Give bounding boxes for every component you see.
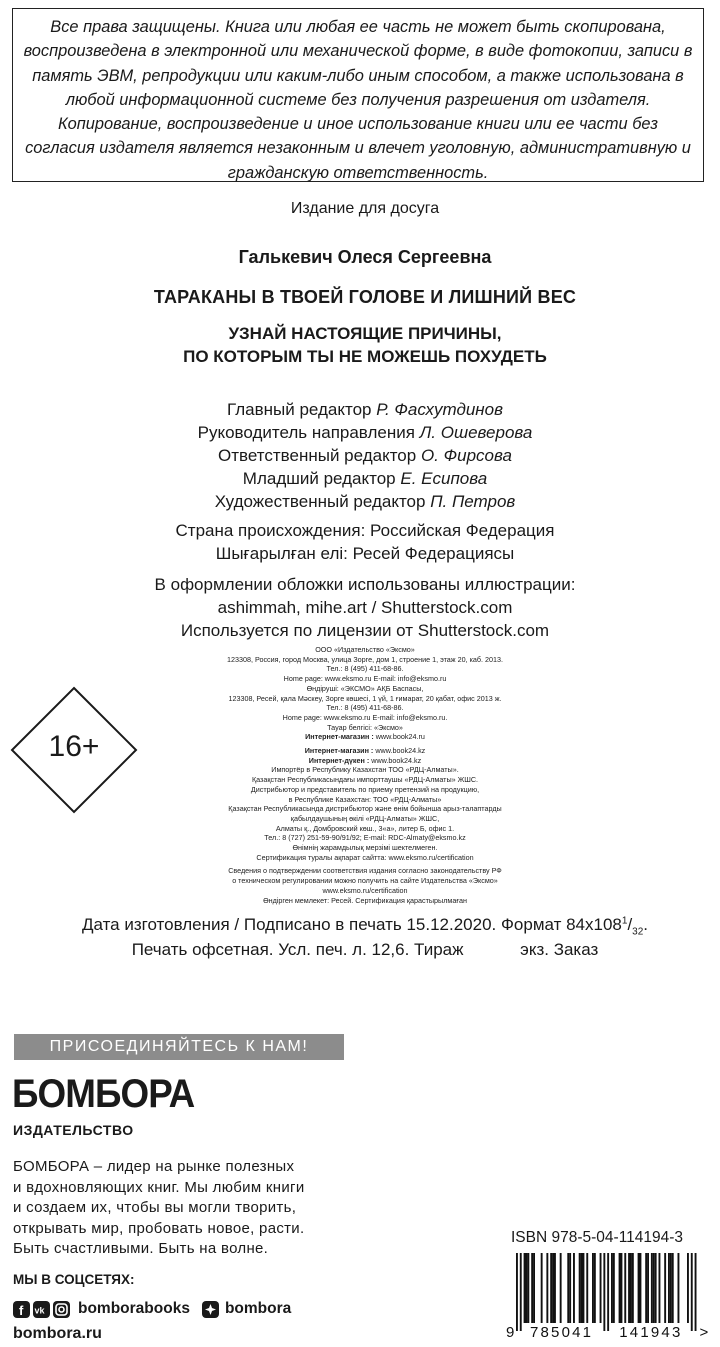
credit-role: Ответственный редактор — [218, 446, 417, 465]
barcode-bar — [531, 1253, 533, 1323]
publisher-line: Home page: www.eksmo.ru E-mail: info@eksmo.ru. — [282, 712, 448, 722]
credit-role: Художественный редактор — [214, 492, 426, 511]
credit-name: Е. Есипова — [400, 469, 488, 488]
shop-url: www.book24.kz — [375, 746, 426, 756]
barcode-bar — [645, 1253, 647, 1323]
barcode-bar — [624, 1253, 626, 1323]
certification-line: Сведения о подтверждении соответствия издания согласно законодательству РФ — [228, 866, 502, 876]
barcode-bar — [678, 1253, 680, 1323]
social-links — [13, 1298, 291, 1320]
barcode-bar — [573, 1253, 575, 1323]
barcode-digits-left: 785041 — [529, 1324, 594, 1339]
print-info-line-1: Дата изготовления / Подписано в печать 15.12.2020. Формат $84x108^1/_{32}$. — [81, 915, 649, 938]
distributor-line: Дистрибьютор и представитель по приему претензий на продукцию, — [250, 784, 480, 794]
credit-line — [0, 490, 720, 513]
barcode-bar — [670, 1253, 672, 1323]
country-of-origin — [0, 519, 720, 565]
print-info-line-2: Печать офсетная. Усл. печ. л. 12,6. Тираж экз. Заказ — [131, 940, 599, 959]
website-link[interactable]: bombora.ru — [13, 1325, 102, 1342]
barcode-bar — [619, 1253, 621, 1323]
svg-text:vk: vk — [34, 1305, 45, 1315]
credit-line — [0, 467, 720, 490]
distributor-line: Қазақстан Республикасында дистрибьютор және өнім бойынша арыз-талаптарды — [228, 804, 502, 814]
age-rating-label: 16+ — [48, 730, 100, 763]
publisher-line: 123308, Россия, город Москва, улица Зорге, дом 1, строение 1, этаж 20, каб. 2013. — [227, 654, 503, 664]
illustration-credits — [0, 573, 720, 642]
barcode-bar — [664, 1253, 666, 1323]
distributor-line: қабылдаушының өкілі «РДЦ-Алматы» ЖШС, — [290, 813, 440, 823]
barcode-bar — [526, 1253, 528, 1323]
barcode-digits-right: 141943 — [619, 1324, 683, 1339]
join-us-banner: ПРИСОЕДИНЯЙТЕСЬ К НАМ! — [14, 1034, 344, 1060]
barcode-bar — [533, 1253, 535, 1323]
publisher-line: Тел.: 8 (495) 411-68-86. — [326, 703, 404, 713]
credit-name: Л. Ошеверова — [419, 423, 533, 442]
copyright-notice: Все права защищены. Книга или любая ее часть не может быть скопирована, воспроизведена в электронной или механической форме, в виде фотокопии, записи в память ЭВМ, репродукции или каким-либо иным способом, а также использована в любой информационной системе без получения разрешения от издателя. Копирование, воспроизведение и иное использование книги или ее части без согласия издателя является незаконным и влечет уголовную, административную и гражданскую ответственность. — [12, 8, 704, 182]
description-line: открывать мир, пробовать новое, расти. — [13, 1219, 305, 1237]
certification-line: www.eksmo.ru/certification — [322, 885, 408, 895]
credit-role: Главный редактор — [226, 400, 372, 419]
subtitle-line-2: ПО КОТОРЫМ ТЫ НЕ МОЖЕШЬ ПОХУДЕТЬ — [183, 347, 547, 366]
facebook-icon[interactable] — [13, 1301, 30, 1318]
distributor-line: Импортёр в Республику Казахстан ТОО «РДЦ-Алматы». — [271, 765, 459, 775]
book-title: ТАРАКАНЫ В ТВОЕЙ ГОЛОВЕ И ЛИШНИЙ ВЕС — [153, 287, 577, 307]
isbn-barcode — [502, 1253, 712, 1339]
certification-line: о техническом регулировании можно получить на сайте Издательства «Эксмо» — [232, 876, 498, 886]
barcode-bar — [552, 1253, 554, 1323]
shop-label: Интернет-дүкен : — [308, 755, 370, 765]
social-heading: МЫ В СОЦСЕТЯХ: — [13, 1272, 135, 1287]
barcode-bar — [594, 1253, 596, 1323]
description-line: БОМБОРА – лидер на рынке полезных — [13, 1158, 295, 1175]
isbn-number: ISBN 978-5-04-114194-3 — [511, 1229, 684, 1246]
distributor-line: Қазақстан Республикасындағы импорттаушы «РДЦ-Алматы» ЖШС. — [251, 775, 479, 785]
certification-line: Өндірген мемлекет: Ресей. Сертификация қарастырылмаған — [263, 895, 467, 905]
barcode-bar — [695, 1253, 697, 1331]
publisher-line: Тел.: 8 (495) 411-68-86. — [326, 664, 404, 674]
barcode-bar — [632, 1253, 634, 1323]
distributor-line: в Республике Казахстан: ТОО «РДЦ-Алматы» — [288, 794, 442, 804]
distributor-line: Өнімнің жарамдылық мерзімі шектелмеген. — [292, 843, 438, 853]
barcode-bar — [567, 1253, 569, 1323]
subtitle-line-1: УЗНАЙ НАСТОЯЩИЕ ПРИЧИНЫ, — [228, 324, 502, 343]
bombora-logo: БОМБОРА — [12, 1072, 195, 1116]
barcode-bar — [687, 1253, 689, 1323]
barcode-bar — [621, 1253, 623, 1323]
barcode-bar — [541, 1253, 543, 1323]
barcode-bar — [524, 1253, 526, 1323]
publisher-description — [13, 1157, 353, 1260]
publisher-line: 123308, Ресей, қала Мәскеу, Зорге көшесі, 1 үй, 1 ғимарат, 20 қабат, офис 2013 ж. — [228, 693, 502, 703]
edition-type: Издание для досуга — [290, 200, 440, 217]
publisher-line: ООО «Издательство «Эксмо» — [315, 645, 415, 654]
description-line: и вдохновляющих книг. Мы любим книги — [13, 1178, 305, 1196]
barcode-bar — [691, 1253, 693, 1331]
barcode-bar — [527, 1253, 529, 1323]
editorial-credits — [0, 398, 720, 513]
publisher-line: Өндіруші: «ЭКСМО» АҚБ Баспасы, — [306, 683, 424, 693]
instagram-icon[interactable] — [53, 1301, 70, 1318]
barcode-bar — [607, 1253, 609, 1331]
yandex-zen-icon[interactable] — [202, 1301, 219, 1318]
credit-name: Р. Фасхутдинов — [376, 400, 503, 419]
barcode-bar — [546, 1253, 548, 1323]
credit-role: Младший редактор — [242, 469, 396, 488]
logo-subtitle: ИЗДАТЕЛЬСТВО — [13, 1122, 134, 1138]
author-name: Галькевич Олеся Сергеевна — [238, 247, 492, 267]
format-subscript: 32 — [632, 926, 644, 938]
barcode-bar — [569, 1253, 571, 1323]
social-handle-bombora[interactable]: bombora — [224, 1300, 292, 1317]
barcode-bar — [554, 1253, 556, 1323]
book-subtitle — [0, 322, 720, 368]
barcode-bar — [668, 1253, 670, 1323]
publisher-line: Тауар белгісі: «Эксмо» — [327, 722, 403, 732]
barcode-bar — [628, 1253, 630, 1323]
distributor-line: Сертификация туралы ақпарат сайтта: www.eksmo.ru/certification — [256, 852, 474, 862]
origin-ru: Страна происхождения: Российская Федерация — [175, 521, 555, 540]
barcode-bar — [659, 1253, 661, 1323]
description-line: и создаем их, чтобы вы могли творить, — [13, 1199, 297, 1217]
credit-line — [0, 398, 720, 421]
publisher-line: Home page: www.eksmo.ru E-mail: info@eksmo.ru — [283, 674, 447, 684]
format-superscript: 1 — [621, 915, 628, 927]
illustration-line-1: В оформлении обложки использованы иллюстрации: — [154, 575, 576, 594]
barcode-quiet-zone-arrow: > — [699, 1324, 711, 1339]
illustration-line-3: Используется по лицензии от Shutterstock.com — [180, 621, 550, 640]
barcode-bar — [611, 1253, 613, 1323]
barcode-bar — [638, 1253, 640, 1323]
shop-label: Интернет-магазин : — [305, 732, 374, 742]
distributor-line: Тел.: 8 (727) 251-59-90/91/92; E-mail: RDC-Almaty@eksmo.kz — [264, 833, 466, 843]
barcode-bar — [586, 1253, 588, 1323]
print-format-text: Дата изготовления / Подписано в печать 15.12.2020. Формат 84x108 — [81, 915, 622, 934]
barcode-bar — [579, 1253, 581, 1323]
origin-kz: Шығарылған елі: Ресей Федерациясы — [215, 544, 515, 563]
barcode-bar — [560, 1253, 562, 1323]
vk-icon[interactable] — [33, 1301, 50, 1318]
barcode-bar — [550, 1253, 552, 1323]
social-handle-bomborabooks[interactable]: bomborabooks — [78, 1300, 190, 1317]
barcode-bar — [672, 1253, 674, 1323]
publisher-block-3 — [0, 866, 720, 905]
barcode-bar — [651, 1253, 653, 1323]
barcode-bar — [516, 1253, 518, 1331]
credit-line — [0, 421, 720, 444]
barcode-bar — [647, 1253, 649, 1323]
credit-name: П. Петров — [430, 492, 516, 511]
credit-role: Руководитель направления — [197, 423, 415, 442]
barcode-bar — [640, 1253, 642, 1323]
svg-text:f: f — [19, 1302, 24, 1318]
credit-name: О. Фирсова — [420, 446, 512, 465]
barcode-bar — [653, 1253, 655, 1323]
credit-line — [0, 444, 720, 467]
barcode-bar — [583, 1253, 585, 1323]
barcode-bar — [630, 1253, 632, 1323]
barcode-bar — [600, 1253, 602, 1323]
shop-url: www.book24.kz — [371, 755, 422, 765]
shop-label: Интернет-магазин : — [304, 746, 374, 756]
barcode-bar — [592, 1253, 594, 1323]
barcode-bar — [655, 1253, 657, 1323]
barcode-bar — [603, 1253, 605, 1331]
shop-url: www.book24.ru — [375, 732, 425, 742]
description-line: Быть счастливыми. Быть на волне. — [13, 1240, 269, 1258]
barcode-bar — [581, 1253, 583, 1323]
barcode-digit-first: 9 — [506, 1324, 517, 1339]
illustration-line-2: ashimmah, mihe.art / Shutterstock.com — [217, 598, 513, 617]
barcode-bar — [520, 1253, 522, 1331]
distributor-line: Алматы қ., Домбровский көш., 3«а», литер Б, офис 1. — [275, 823, 455, 833]
barcode-bar — [613, 1253, 615, 1323]
